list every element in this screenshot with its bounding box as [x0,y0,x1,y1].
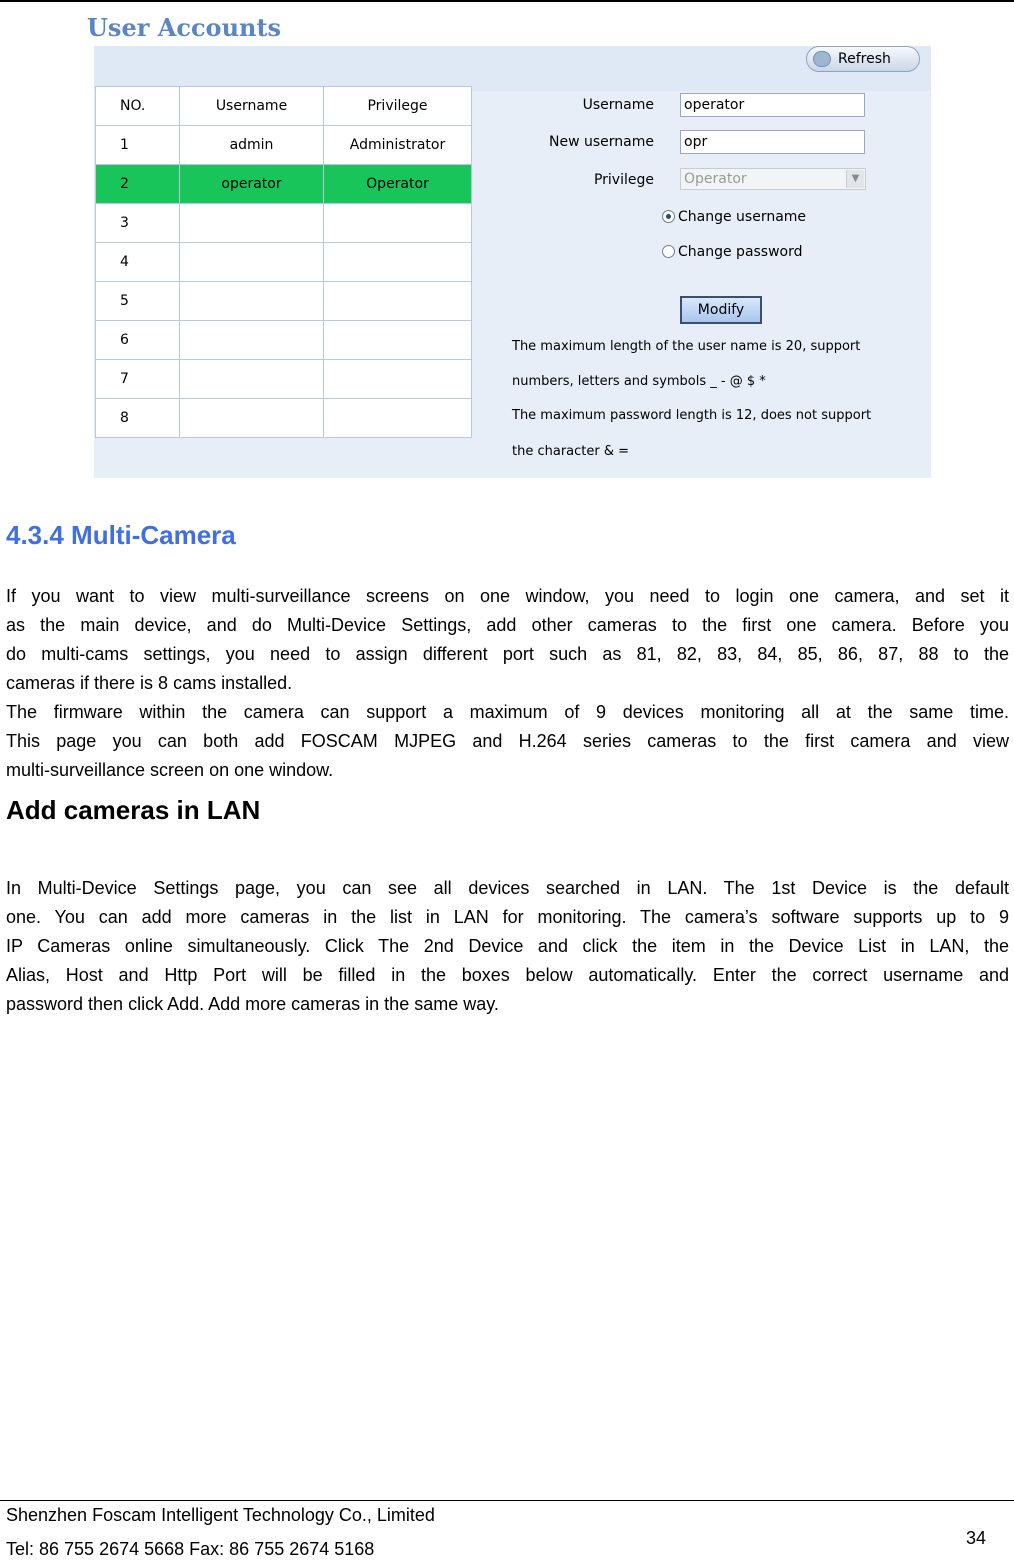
refresh-button[interactable] [806,46,920,72]
row-no: 5 [96,282,180,321]
note-line: The maximum password length is 12, does not support [512,408,872,423]
row-privilege: Operator [324,165,472,204]
text-line: one. You can add more cameras in the list in LAN for monitoring. The camera’s software supports up to 9 [6,907,1009,927]
row-no: 3 [96,204,180,243]
radio-change-password-label: Change password [678,244,803,260]
table-row[interactable] [96,204,472,243]
text-line: password then click Add. Add more cameras in the same way. [6,994,499,1014]
note-line: the character & = [512,444,630,459]
table-row[interactable] [96,243,472,282]
row-privilege [324,282,472,321]
row-privilege [324,399,472,438]
footer-rule [0,1500,1014,1501]
table-row[interactable] [96,321,472,360]
text-line: Alias, Host and Http Port will be filled in the boxes below automatically. Enter the correct username and [6,965,1009,985]
row-no: 6 [96,321,180,360]
row-no: 2 [96,165,180,204]
refresh-icon [813,51,831,67]
table-row[interactable] [96,282,472,321]
row-no: 4 [96,243,180,282]
table-row[interactable] [96,360,472,399]
row-no: 7 [96,360,180,399]
row-privilege [324,321,472,360]
paragraph-multi-camera-intro [6,582,1009,698]
table-row-selected[interactable] [96,165,472,204]
row-privilege [324,360,472,399]
note-line: The maximum length of the user name is 20, support [512,339,861,354]
column-header-privilege: Privilege [324,87,472,126]
text-line: The firmware within the camera can support a maximum of 9 devices monitoring all at the same time. [6,702,1009,722]
radio-selected-icon [662,210,675,223]
accounts-table [95,86,472,438]
radio-change-username-label: Change username [678,209,807,225]
radio-change-username[interactable] [662,209,806,225]
text-line: In Multi-Device Settings page, you can see all devices searched in LAN. The 1st Device is the default [6,878,1009,898]
radio-change-password[interactable] [662,244,803,260]
panel-title: User Accounts [87,13,282,42]
text-line: If you want to view multi-surveillance screens on one window, you need to login one camera, and set it [6,586,1009,606]
row-privilege [324,243,472,282]
row-no: 1 [96,126,180,165]
column-header-no: NO. [96,87,180,126]
user-accounts-screenshot [84,13,931,478]
note-line: numbers, letters and symbols _ - @ $ * [512,374,766,389]
text-line: as the main device, and do Multi-Device Settings, add other cameras to the first one camera. Before you [6,615,1009,635]
subsection-heading: Add cameras in LAN [6,795,261,825]
footer-company: Shenzhen Foscam Intelligent Technology Co., Limited [6,1505,435,1525]
row-username [180,204,324,243]
row-username: operator [180,165,324,204]
paragraph-firmware [6,698,1009,785]
privilege-select[interactable] [680,168,866,190]
section-heading: 4.3.4 Multi-Camera [6,520,236,550]
text-line: cameras if there is 8 cams installed. [6,673,293,693]
column-header-username: Username [180,87,324,126]
row-privilege: Administrator [324,126,472,165]
radio-unselected-icon [662,245,675,258]
username-field[interactable]: operator [680,93,865,117]
text-line: IP Cameras online simultaneously. Click The 2nd Device and click the item in the Device List in LAN, the [6,936,1009,956]
text-line: This page you can both add FOSCAM MJPEG and H.264 series cameras to the first camera and view [6,731,1009,751]
row-username [180,321,324,360]
row-username [180,243,324,282]
new-username-label: New username [549,134,654,150]
username-label: Username [582,97,654,113]
chevron-down-icon: ▼ [846,170,864,188]
new-username-field[interactable]: opr [680,130,865,154]
text-line: do multi-cams settings, you need to assign different port such as 81, 82, 83, 84, 85, 86, 87, 88 to the [6,644,1009,664]
refresh-label: Refresh [838,51,891,67]
row-username [180,282,324,321]
top-rule [0,0,1014,2]
privilege-select-value: Operator [684,171,747,187]
row-username: admin [180,126,324,165]
paragraph-add-cameras [6,874,1009,1019]
panel-header-band [94,46,931,91]
modify-button[interactable]: Modify [680,296,762,324]
table-row[interactable] [96,126,472,165]
table-row[interactable] [96,399,472,438]
row-username [180,399,324,438]
privilege-label: Privilege [593,172,654,188]
text-line: multi-surveillance screen on one window. [6,760,334,780]
row-privilege [324,204,472,243]
row-username [180,360,324,399]
page-number: 34 [966,1528,987,1548]
footer-contact: Tel: 86 755 2674 5668 Fax: 86 755 2674 5168 [6,1539,375,1559]
row-no: 8 [96,399,180,438]
table-header-row [96,87,472,126]
